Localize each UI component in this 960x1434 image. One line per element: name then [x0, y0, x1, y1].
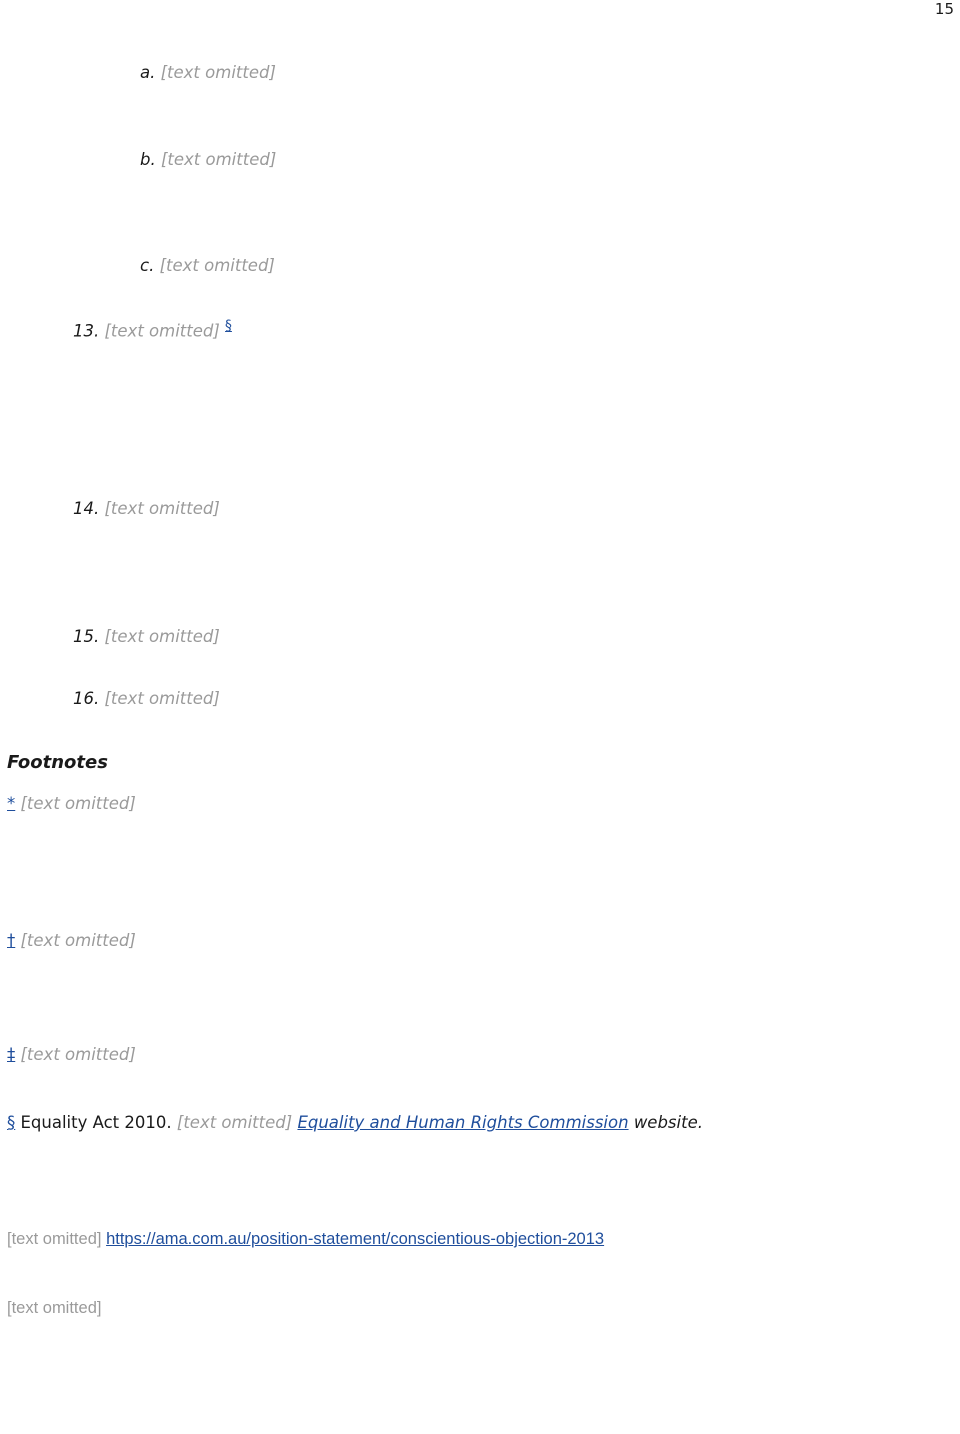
footnote-asterisk-text: [text omitted]: [20, 794, 136, 813]
item-a: [140, 62, 952, 85]
footnote-section-text: [text omitted]: [176, 1113, 293, 1132]
ehrc-link[interactable]: Equality and Human Rights Commission: [297, 1113, 629, 1132]
paragraph-16-text: [text omitted]: [104, 689, 220, 708]
footnotes-heading: Footnotes: [7, 752, 108, 773]
footnote-ref-section[interactable]: §: [225, 318, 232, 334]
footnote-section: [7, 1112, 952, 1135]
item-b: [140, 149, 952, 172]
footnote-dagger-text: [text omitted]: [20, 931, 136, 950]
footnote-asterisk: [7, 793, 952, 816]
item-b-label: b.: [140, 150, 156, 169]
ama-link[interactable]: https://ama.com.au/position-statement/conscientious-objection-2013: [106, 1230, 605, 1248]
item-b-text: [text omitted]: [160, 150, 277, 169]
footnote-double-dagger: [7, 1044, 952, 1067]
paragraph-15-label: 15.: [73, 627, 100, 646]
finnish-note-2-text: [text omitted]: [7, 1299, 102, 1317]
footnote-mark-dagger[interactable]: †: [7, 931, 16, 950]
paragraph-16: [73, 688, 953, 711]
item-a-label: a.: [140, 63, 156, 82]
footnote-dagger: [7, 930, 952, 953]
finnish-note-1-text: [text omitted]: [7, 1230, 102, 1248]
paragraph-16-label: 16.: [73, 689, 100, 708]
footnote-double-dagger-text: [text omitted]: [20, 1045, 136, 1064]
equality-act-name: Equality Act 2010.: [20, 1113, 172, 1132]
paragraph-14-text: [text omitted]: [104, 499, 220, 518]
footnote-mark-double-dagger[interactable]: ‡: [7, 1045, 16, 1064]
item-c: [140, 255, 952, 278]
paragraph-13: [73, 315, 953, 343]
paragraph-13-text: [text omitted]: [104, 321, 220, 341]
footnote-mark-section[interactable]: §: [7, 1113, 16, 1132]
footnote-mark-asterisk[interactable]: *: [7, 794, 16, 813]
item-c-label: c.: [140, 256, 155, 275]
paragraph-14: [73, 498, 953, 521]
finnish-note-2: [7, 1295, 952, 1322]
paragraph-15-text: [text omitted]: [104, 627, 220, 646]
paragraph-13-label: 13.: [73, 321, 100, 341]
paragraph-15: [73, 626, 953, 649]
paragraph-14-label: 14.: [73, 499, 100, 518]
item-c-text: [text omitted]: [159, 256, 275, 275]
finnish-note-1: [7, 1226, 952, 1253]
item-a-text: [text omitted]: [160, 63, 276, 82]
page-number: 15: [934, 0, 954, 18]
ehrc-link-suffix: website.: [633, 1113, 703, 1132]
